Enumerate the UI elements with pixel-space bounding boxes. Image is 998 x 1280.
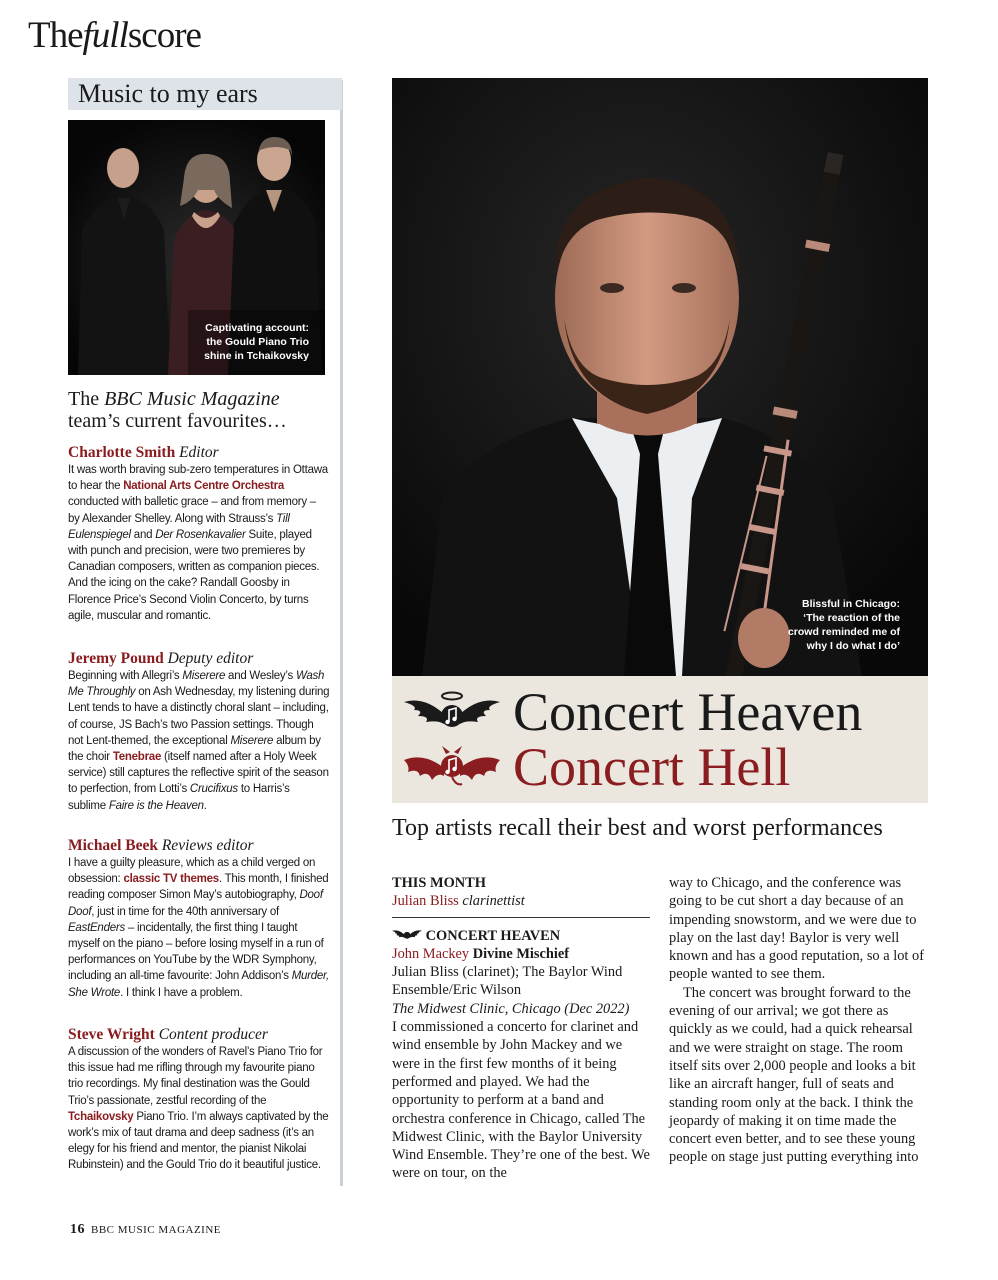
favourite-heading xyxy=(68,649,330,668)
work-line xyxy=(392,945,650,963)
favourite-role: Editor xyxy=(179,444,219,461)
favourite-heading xyxy=(68,443,330,462)
artist-line xyxy=(392,892,650,910)
sidebar-title: Music to my ears xyxy=(78,79,258,108)
section-header-the: The xyxy=(28,15,83,56)
favourite-role: Content producer xyxy=(158,1026,268,1043)
clarinettist-photo-caption xyxy=(788,597,900,653)
favourite-role: Reviews editor xyxy=(161,837,254,854)
banner-concert-heaven: Concert Heaven xyxy=(513,682,863,742)
text-run: It was worth braving sub-zero temperatures in Ottawa to hear the xyxy=(68,464,328,493)
section-header xyxy=(28,14,201,57)
text-run: . This month, I finished reading composer Simon May’s autobiography, xyxy=(68,873,329,902)
trio-caption-line-3: shine in Tchaikovsky xyxy=(204,350,309,362)
this-month-label: THIS MONTH xyxy=(392,875,486,891)
text-run: conducted with balletic grace – and from memory – by Alexander Shelley. Along with Strauss’s xyxy=(68,496,316,525)
favourite-text xyxy=(68,462,330,624)
highlight-link: classic TV themes xyxy=(123,873,219,886)
trio-photo-caption xyxy=(204,321,309,363)
artist-name: Julian Bliss xyxy=(392,893,459,910)
text-run: I have a guilty pleasure, which as a child verged on obsession: xyxy=(68,857,316,886)
italic-title: Faire is the Heaven xyxy=(108,799,204,812)
concert-heaven-text: CONCERT HEAVEN xyxy=(425,927,561,944)
favourite-text xyxy=(68,855,330,1001)
favourite-name: Charlotte Smith xyxy=(68,444,176,461)
article-paragraph-2: The concert was brought forward to the evening of our arrival; we got there as quickly as we could, had a quick rehearsal and we were straight on stage. The room itself sits over 2,000 people and looks a bit like an aircraft hanger, full of seats and standing room only at the back. I think the jeopardy of making it on time made the concert even better, and to see these young people on stage just putting everything into xyxy=(669,984,919,1166)
italic-title: Miserere xyxy=(230,734,274,747)
sidebar-title-box xyxy=(68,78,342,110)
favourite-heading xyxy=(68,836,330,855)
highlight-link: National Arts Centre Orchestra xyxy=(123,480,284,493)
italic-title: Wash Me Throughly xyxy=(68,670,325,699)
concert-heaven-hell-banner xyxy=(392,676,928,803)
text-run: – incidentally, the first thing I taught myself on the piano – before losing myself in a run of performances on YouTube by the WDR Symphony, including an all-time favourite: John Addison’s xyxy=(68,921,324,983)
magazine-name: BBC MUSIC MAGAZINE xyxy=(91,1224,222,1236)
angel-wings-small-icon xyxy=(392,927,422,941)
main-caption-line-4: why I do what I do’ xyxy=(806,640,900,652)
venue-date: The Midwest Clinic, Chicago (Dec 2022) xyxy=(392,1000,630,1017)
text-run: on Ash Wednesday, my listening during Lent tends to have a distinctly choral slant – including, of course, JS Bach’s two Passion settings. Though not Lent-themed, the exceptional xyxy=(68,686,330,747)
main-caption-line-2: ‘The reaction of the xyxy=(803,612,900,624)
text-run: and xyxy=(130,528,156,541)
text-run: Piano Trio. I’m always captivated by the work’s mix of taut drama and deep sadness (it’s an elegy for his friend and mentor, the pianist Nikolai Rubinstein) and the Gould Trio do it beautiful justice. xyxy=(68,1110,329,1172)
text-run: (itself named after a Holy Week service) still captures the reflective spirit of the season to perfection, from Lotti’s xyxy=(68,751,329,796)
article-subheading: Top artists recall their best and worst performances xyxy=(392,815,883,841)
sidebar-intro xyxy=(68,388,338,432)
favourite-text xyxy=(68,1044,330,1174)
italic-title: Miserere xyxy=(182,670,226,682)
favourite-name: Michael Beek xyxy=(68,837,158,854)
favourite-name: Jeremy Pound xyxy=(68,650,164,667)
trio-caption-line-1: Captivating account: xyxy=(205,322,309,334)
favourite-role: Deputy editor xyxy=(167,650,254,667)
intro-part-1: The xyxy=(68,388,105,410)
text-run: album by the choir xyxy=(68,734,321,764)
italic-title: Crucifixus xyxy=(189,783,238,796)
italic-title: Der Rosenkavalier xyxy=(155,528,246,541)
favourite-charlotte-smith xyxy=(68,443,330,624)
sidebar-divider xyxy=(340,80,343,1186)
page-number: 16 xyxy=(70,1222,85,1237)
artist-role: clarinettist xyxy=(462,893,525,910)
italic-title: EastEnders xyxy=(68,921,125,934)
section-header-full: full xyxy=(82,15,128,56)
text-run: Beginning with Allegri’s xyxy=(68,670,183,682)
work-title: Divine Mischief xyxy=(472,945,570,962)
clarinettist-photo-image xyxy=(392,78,928,676)
concert-heaven-label xyxy=(392,927,650,945)
section-header-score: score xyxy=(127,15,201,56)
text-run: . I think I have a problem. xyxy=(120,986,243,999)
composer-name: John Mackey xyxy=(392,945,470,962)
devil-wings-icon xyxy=(404,746,500,790)
intro-part-2: team’s current favourites… xyxy=(68,410,287,432)
text-run: to Harris’s sublime xyxy=(68,783,290,812)
italic-title: Till Eulenspiegel xyxy=(68,512,290,541)
column-rule xyxy=(392,917,650,918)
text-run: Suite, played with punch and precision, were two premieres by Canadian composers, written as companion pieces. And the icing on the cake? Randall Goosby in Florence Price’s Second Violin Concerto, by turns agile, muscular and romantic. xyxy=(68,528,320,622)
text-run: . xyxy=(203,799,207,812)
favourite-heading xyxy=(68,1025,330,1044)
italic-title: Murder, She Wrote xyxy=(68,970,329,999)
performers: Julian Bliss (clarinet); The Baylor Wind Ensemble/Eric Wilson xyxy=(392,964,623,999)
article-paragraph-1: I commissioned a concerto for clarinet and wind ensemble by John Mackey and we were in the first few months of it being performed and played. We had the opportunity to perform at a band and orchestra conference in Chicago, called The Midwest Clinic, with the Baylor University Wind Ensemble. They’re one of the best. We were on tour, on the xyxy=(392,1019,650,1182)
text-run: and Wesley’s xyxy=(225,670,296,682)
favourite-text xyxy=(68,668,330,814)
highlight-link: Tchaikovsky xyxy=(68,1110,134,1123)
highlight-link: Tenebrae xyxy=(112,751,162,764)
main-caption-line-1: Blissful in Chicago: xyxy=(801,598,900,610)
favourite-jeremy-pound xyxy=(68,649,330,814)
banner-concert-hell: Concert Hell xyxy=(513,737,791,797)
article-column-1 xyxy=(392,874,650,1183)
article-paragraph-1-continued: way to Chicago, and the conference was going to be cut short a day because of an impending snowstorm, and we were due to play on the last day! Baylor is very well known and has a good reputation, so a lot of people wanted to see them. xyxy=(669,875,924,983)
page-footer xyxy=(70,1222,221,1238)
trio-photo xyxy=(68,120,325,375)
trio-caption-line-2: the Gould Piano Trio xyxy=(206,336,309,348)
favourite-michael-beek xyxy=(68,836,330,1001)
angel-wings-icon xyxy=(404,690,500,734)
article-column-2 xyxy=(669,874,931,1167)
intro-magazine-name: BBC Music Magazine xyxy=(104,388,280,410)
main-caption-line-3: crowd reminded me of xyxy=(787,626,900,638)
italic-title: Doof Doof xyxy=(68,889,323,918)
clarinettist-photo xyxy=(392,78,928,676)
favourite-steve-wright xyxy=(68,1025,330,1174)
favourite-name: Steve Wright xyxy=(68,1026,155,1043)
text-run: A discussion of the wonders of Ravel’s Piano Trio for this issue had me rifling through my favourite piano trio recordings. My final destination was the Gould Trio’s passionate, zestful recording of the xyxy=(68,1046,323,1107)
text-run: , just in time for the 40th anniversary of xyxy=(91,905,279,918)
